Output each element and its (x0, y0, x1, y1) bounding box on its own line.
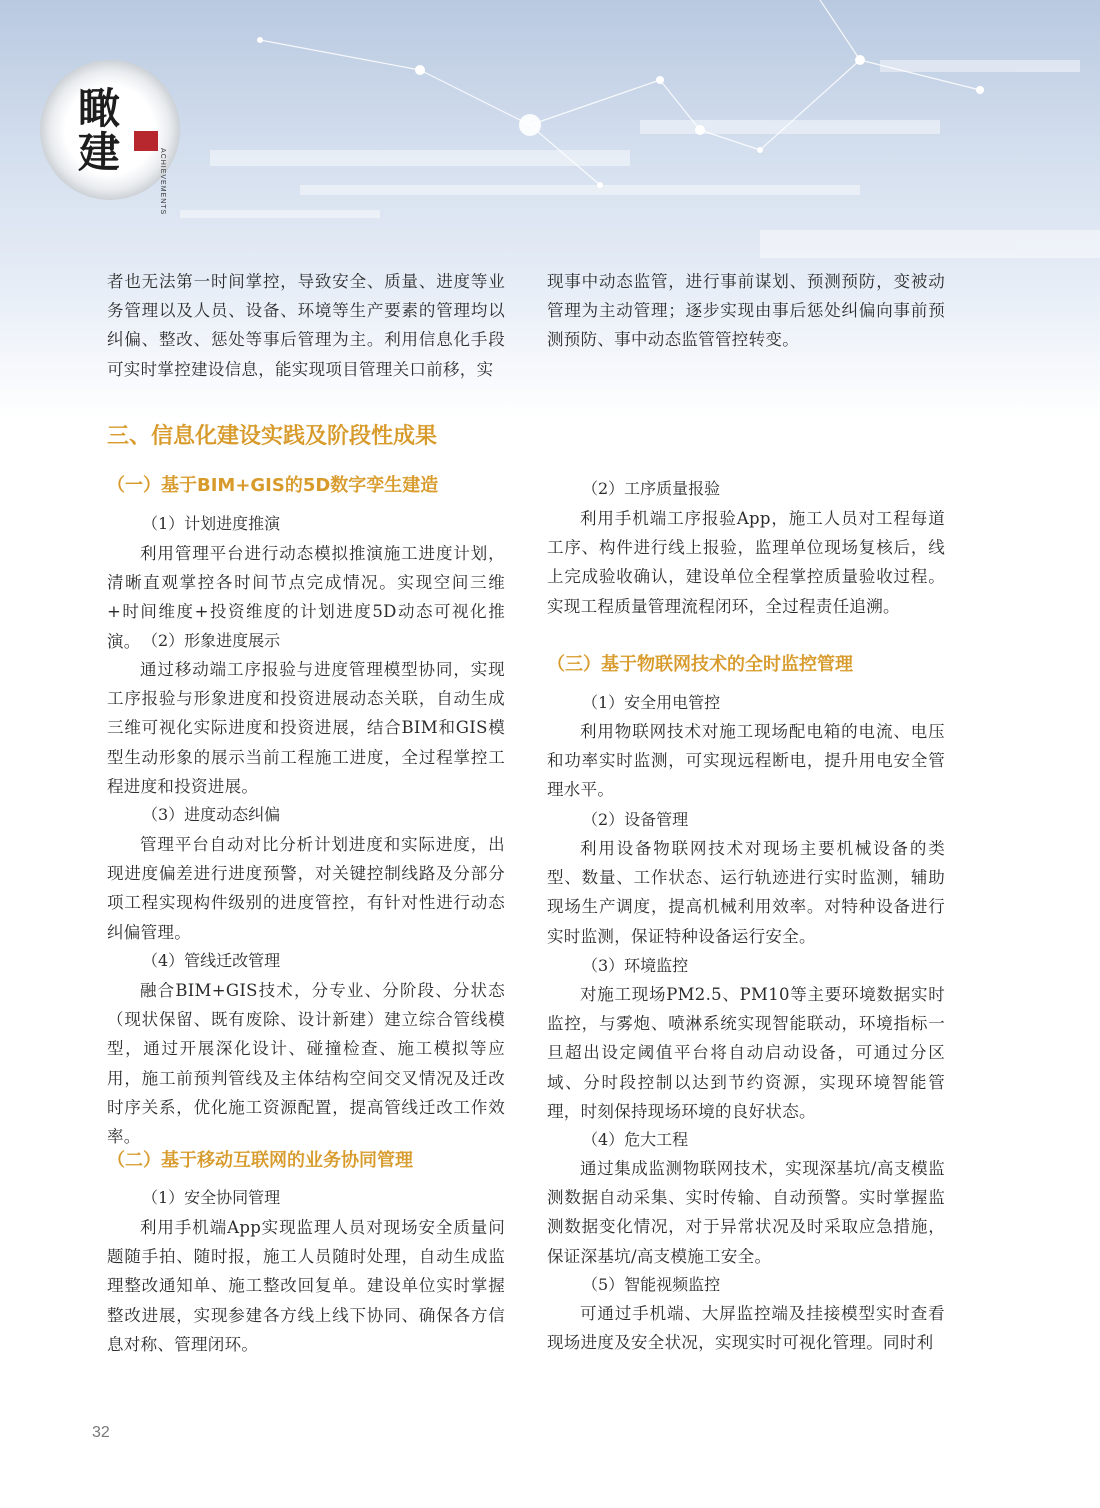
intro-right-paragraph: 现事中动态监管，进行事前谋划、预测预防，变被动管理为主动管理；逐步实现由事后惩处纠偏向事前预测预防、事中动态监管管控转变。 (547, 272, 945, 350)
item-1-4-heading: （4）管线迁改管理 (142, 951, 281, 970)
item-2-1-heading: （1）安全协同管理 (142, 1188, 281, 1207)
item-1-2-heading: （2）形象进度展示 (142, 631, 281, 650)
item-3-4-body: 通过集成监测物联网技术，实现深基坑/高支模监测数据自动采集、实时传输、自动预警。实时掌握监测数据变化情况，对于异常状况及时采取应急措施，保证深基坑/高支模施工安全。 (547, 1159, 945, 1266)
item-2-1-body: 利用手机端App实现监理人员对现场安全质量问题随手拍、随时报，施工人员随时处理，自动生成监理整改通知单、施工整改回复单。建设单位实时掌握整改进展，实现参建各方线上线下协同、确保各方信息对称、管理闭环。 (107, 1218, 505, 1354)
section-title: 三、信息化建设实践及阶段性成果 (107, 424, 438, 449)
item-1-1-body: 利用管理平台进行动态模拟推演施工进度计划，清晰直观掌控各时间节点完成情况。实现空间三维+时间维度+投资维度的计划进度5D动态可视化推演。 (107, 544, 505, 651)
subsection-2-title: （二）基于移动互联网的业务协同管理 (107, 1150, 413, 1171)
item-2-2-body: 利用手机端工序报验App，施工人员对工程每道工序、构件进行线上报验，监理单位现场复核后，线上完成验收确认，建设单位全程掌控质量验收过程。实现工程质量管理流程闭环，全过程责任追溯。 (547, 509, 945, 616)
item-3-3-body: 对施工现场PM2.5、PM10等主要环境数据实时监控，与雾炮、喷淋系统实现智能联动，环境指标一旦超出设定阈值平台将自动启动设备，可通过分区域、分时段控制以达到节约资源，实现环境智能管理，时刻保持现场环境的良好状态。 (547, 985, 945, 1121)
item-3-2-heading: （2）设备管理 (582, 810, 689, 829)
item-1-4-body: 融合BIM+GIS技术，分专业、分阶段、分状态（现状保留、既有废除、设计新建）建立综合管线模型，通过开展深化设计、碰撞检查、施工模拟等应用，施工前预判管线及主体结构空间交叉情况及迁改时序关系，优化施工资源配置，提高管线迁改工作效率。 (107, 981, 505, 1147)
item-2-2-heading: （2）工序质量报验 (582, 479, 721, 498)
item-3-1-body: 利用物联网技术对施工现场配电箱的电流、电压和功率实时监测，可实现远程断电，提升用电安全管理水平。 (547, 722, 945, 800)
column-logo (40, 60, 180, 216)
item-1-2-body: 通过移动端工序报验与进度管理模型协同，实现工序报验与形象进度和投资进展动态关联，自动生成三维可视化实际进度和投资进展，结合BIM和GIS模型生动形象的展示当前工程施工进度，全过程掌控工程进度和投资进展。 (107, 660, 505, 796)
item-3-1-heading: （1）安全用电管控 (582, 693, 721, 712)
logo-char-1: 瞰 (78, 84, 121, 133)
item-1-3-heading: （3）进度动态纠偏 (142, 805, 281, 824)
item-1-3-body: 管理平台自动对比分析计划进度和实际进度，出现进度偏差进行进度预警，对关键控制线路及分部分项工程实现构件级别的进度管控，有针对性进行动态纠偏管理。 (107, 835, 505, 942)
seal-stamp (134, 131, 158, 151)
item-3-5-heading: （5）智能视频监控 (582, 1275, 721, 1294)
subsection-3-title: （三）基于物联网技术的全时监控管理 (547, 654, 853, 675)
intro-left-paragraph: 者也无法第一时间掌控，导致安全、质量、进度等业务管理以及人员、设备、环境等生产要素的管理均以纠偏、整改、惩处等事后管理为主。利用信息化手段可实时掌控建设信息，能实现项目管理关口前移，实 (107, 272, 505, 379)
subsection-1-title: （一）基于BIM+GIS的5D数字孪生建造 (107, 475, 439, 496)
logo-char-2: 建 (78, 128, 121, 177)
logo-english-text: ACHIEVEMENTS (159, 148, 166, 216)
page-number: 32 (92, 1424, 110, 1441)
item-3-4-heading: （4）危大工程 (582, 1130, 689, 1149)
item-3-3-heading: （3）环境监控 (582, 956, 689, 975)
item-3-2-body: 利用设备物联网技术对现场主要机械设备的类型、数量、工作状态、运行轨迹进行实时监测，辅助现场生产调度，提高机械利用效率。对特种设备进行实时监测，保证特种设备运行安全。 (547, 839, 945, 946)
item-1-1-heading: （1）计划进度推演 (142, 514, 281, 533)
item-3-5-body: 可通过手机端、大屏监控端及挂接模型实时查看现场进度及安全状况，实现实时可视化管理。同时利 (547, 1304, 945, 1353)
